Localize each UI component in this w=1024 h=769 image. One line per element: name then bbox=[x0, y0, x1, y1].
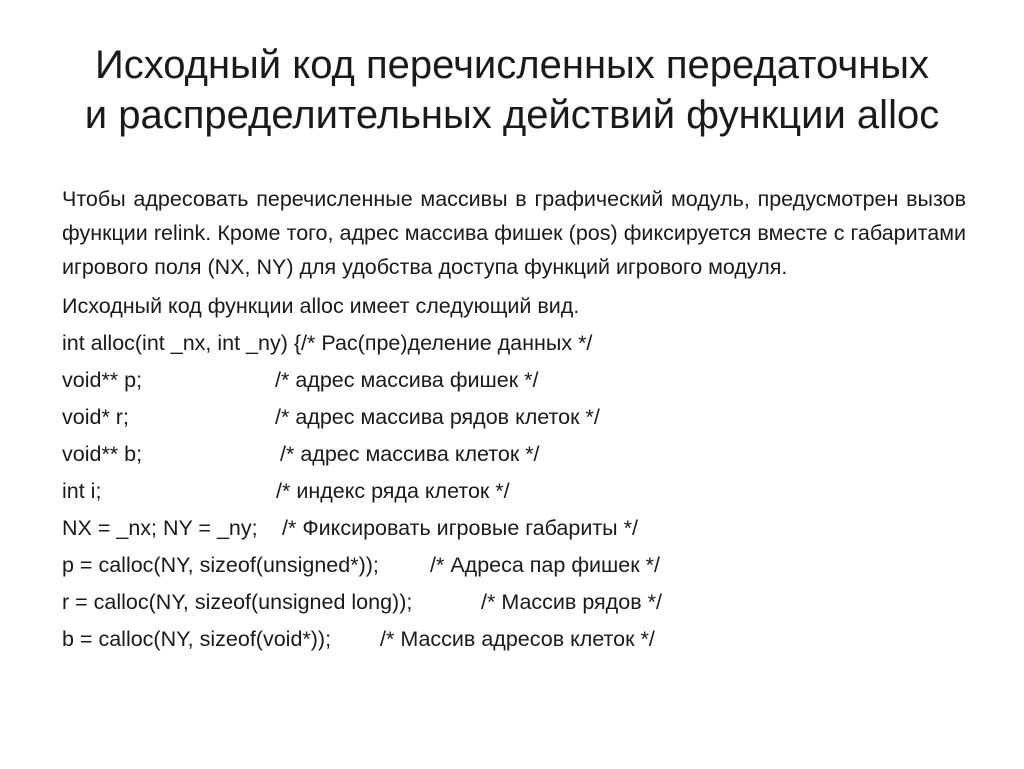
code-comment: /* адрес массива фишек */ bbox=[275, 368, 539, 392]
code-statement: NX = _nx; NY = _ny; bbox=[62, 516, 258, 540]
slide-title bbox=[40, 40, 984, 140]
slide-body bbox=[62, 182, 966, 658]
function-signature: int alloc(int _nx, int _ny) {/* Рас(пре)деление данных */ bbox=[62, 331, 593, 355]
code-comment: /* индекс ряда клеток */ bbox=[276, 479, 510, 503]
code-comment: /* Фиксировать игровые габариты */ bbox=[282, 516, 638, 540]
code-line-i bbox=[62, 473, 966, 510]
title-line-2: и распределительных действий функции alloc bbox=[84, 93, 940, 137]
code-line-calloc-p bbox=[62, 547, 966, 584]
title-line-1: Исходный код перечисленных передаточных bbox=[94, 43, 930, 87]
code-line-calloc-b bbox=[62, 621, 966, 658]
code-statement: r = calloc(NY, sizeof(unsigned long)); bbox=[62, 590, 413, 614]
code-comment: /* Массив рядов */ bbox=[481, 590, 662, 614]
code-statement: void** b; bbox=[62, 442, 143, 466]
code-comment: /* адрес массива рядов клеток */ bbox=[275, 405, 600, 429]
code-line-nx-ny bbox=[62, 510, 966, 547]
code-comment: /* адрес массива клеток */ bbox=[280, 442, 540, 466]
code-comment: /* Адреса пар фишек */ bbox=[430, 553, 660, 577]
code-comment: /* Массив адресов клеток */ bbox=[380, 627, 655, 651]
code-statement: p = calloc(NY, sizeof(unsigned*)); bbox=[62, 553, 379, 577]
code-line-calloc-r bbox=[62, 584, 966, 621]
code-statement: int i; bbox=[62, 479, 102, 503]
code-statement: void* r; bbox=[62, 405, 129, 429]
intro-paragraph: Чтобы адресовать перечисленные массивы в графический модуль, предусмотрен вызов функции relink. Кроме того, адрес массива фишек (pos) фиксируется вместе с габаритами игрового поля (NX, NY) для удобства доступа функций игрового модуля. bbox=[62, 187, 966, 279]
code-line-b bbox=[62, 436, 966, 473]
code-line-p bbox=[62, 362, 966, 399]
lead-text: Исходный код функции alloc имеет следующий вид. bbox=[62, 294, 580, 318]
code-statement: void** p; bbox=[62, 368, 143, 392]
code-line-r bbox=[62, 399, 966, 436]
code-statement: b = calloc(NY, sizeof(void*)); bbox=[62, 627, 332, 651]
